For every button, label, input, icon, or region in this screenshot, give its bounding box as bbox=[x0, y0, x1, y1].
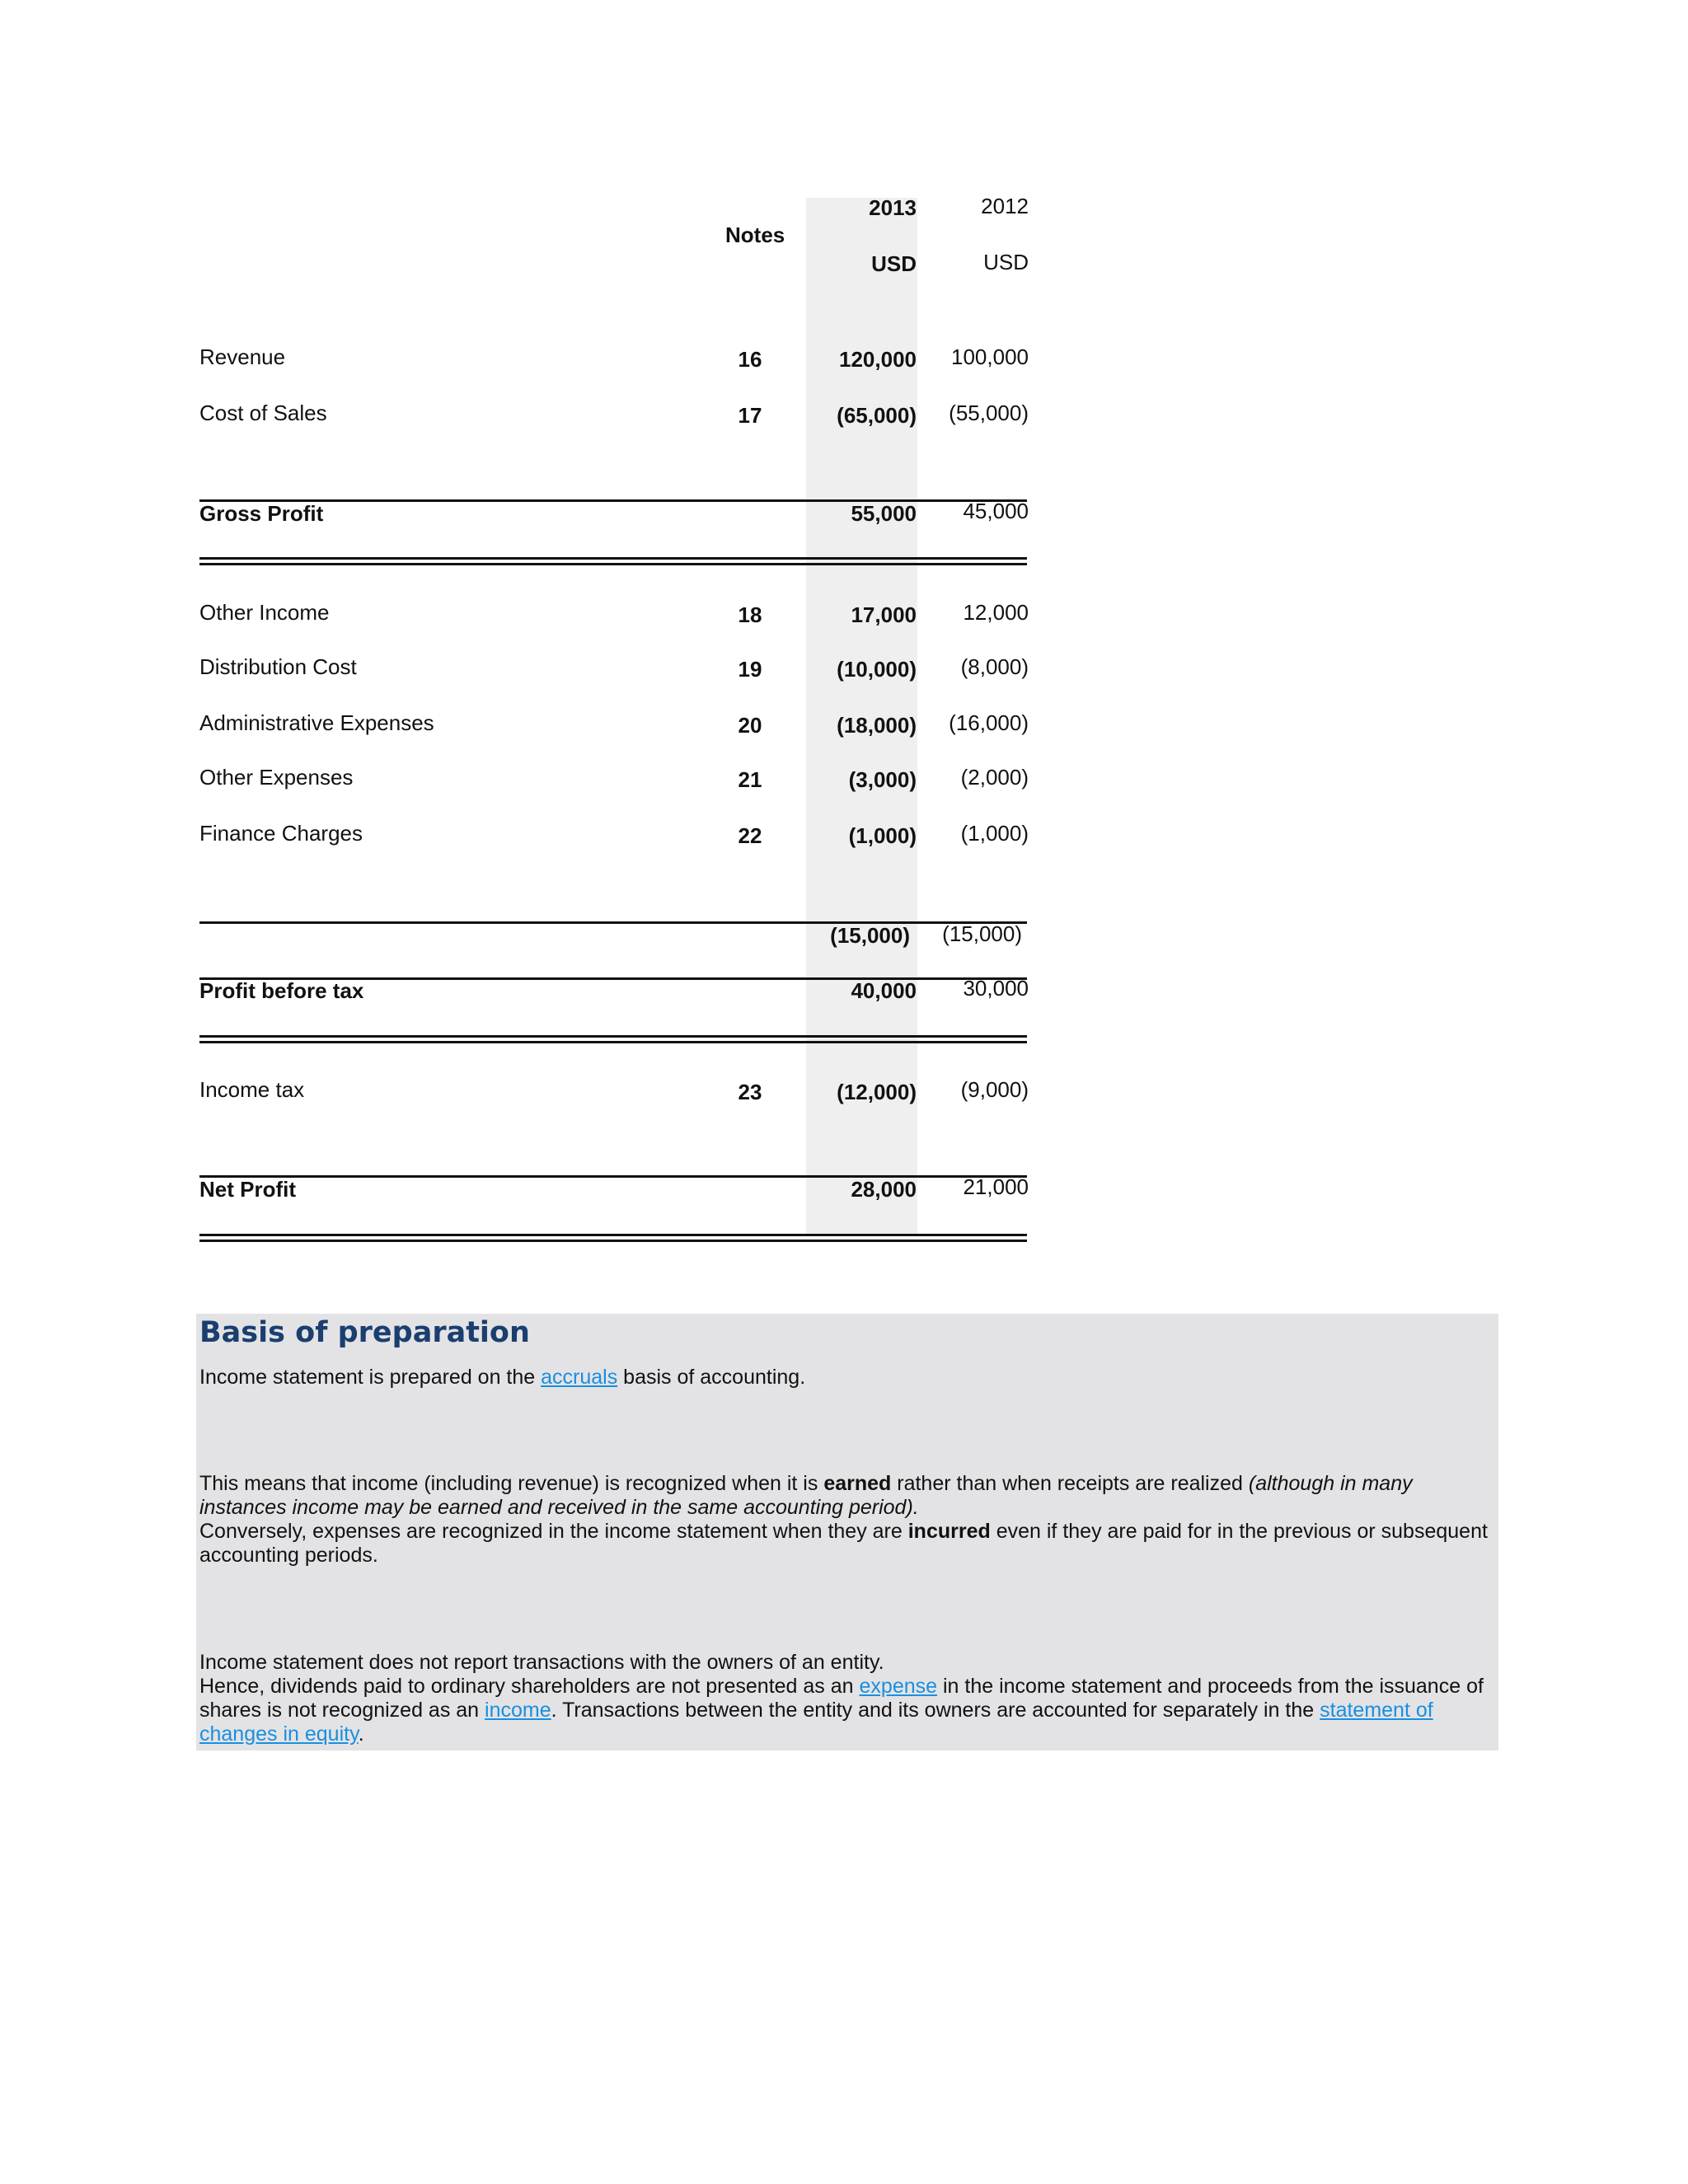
currency-2012-header: USD bbox=[983, 250, 1029, 274]
row-label-profit-before-tax: Profit before tax bbox=[199, 978, 364, 1003]
income-link[interactable]: income bbox=[485, 1699, 551, 1722]
row-2012-profit-before-tax: 30,000 bbox=[963, 976, 1029, 1001]
row-label-cost-of-sales: Cost of Sales bbox=[199, 401, 327, 425]
row-2013-cost-of-sales: (65,000) bbox=[837, 403, 917, 428]
basis-p3-text-c: in the income statement and proceeds from the issuance of shares is not recognized as an bbox=[199, 1675, 1484, 1722]
double-rule-net-profit bbox=[199, 1234, 1027, 1242]
row-label-net-profit: Net Profit bbox=[199, 1177, 296, 1202]
row-2012-finance-charges: (1,000) bbox=[960, 821, 1029, 846]
row-2013-distribution-cost: (10,000) bbox=[837, 657, 917, 682]
row-2012-subtotal: (15,000) bbox=[942, 921, 1022, 946]
basis-p3-text-a: Income statement does not report transactions with the owners of an entity. bbox=[199, 1651, 884, 1674]
row-2013-subtotal: (15,000) bbox=[830, 923, 910, 948]
year-2013-header: 2013 bbox=[869, 195, 917, 220]
basis-p2-italic: (although in many instances income may be earned and received in the same accounting period). bbox=[199, 1472, 1413, 1519]
row-2013-income-tax: (12,000) bbox=[837, 1080, 917, 1104]
row-2013-finance-charges: (1,000) bbox=[848, 823, 917, 848]
row-2013-other-income: 17,000 bbox=[851, 602, 917, 627]
basis-paragraph-recognition bbox=[199, 1472, 1502, 1568]
row-2013-revenue: 120,000 bbox=[839, 347, 917, 372]
basis-paragraph-owners bbox=[199, 1651, 1502, 1746]
row-2012-other-income: 12,000 bbox=[963, 600, 1029, 625]
row-note-other-income: 18 bbox=[738, 602, 762, 627]
row-2013-other-expenses: (3,000) bbox=[848, 767, 917, 792]
row-label-gross-profit: Gross Profit bbox=[199, 501, 324, 526]
row-2012-revenue: 100,000 bbox=[951, 344, 1029, 369]
basis-p3-text-e: . bbox=[358, 1722, 364, 1746]
row-2012-administrative-expenses: (16,000) bbox=[949, 710, 1029, 735]
basis-p2-text-b: rather than when receipts are realized bbox=[891, 1472, 1249, 1495]
basis-p1-text-before: Income statement is prepared on the bbox=[199, 1366, 542, 1389]
basis-p2-text-a: This means that income (including revenue) is recognized when it is bbox=[199, 1472, 824, 1495]
basis-p1-text-after: basis of accounting. bbox=[617, 1366, 806, 1389]
double-rule-gross-profit bbox=[199, 557, 1027, 565]
row-label-administrative-expenses: Administrative Expenses bbox=[199, 710, 434, 735]
row-label-revenue: Revenue bbox=[199, 344, 286, 369]
row-2012-net-profit: 21,000 bbox=[963, 1174, 1029, 1199]
row-label-other-expenses: Other Expenses bbox=[199, 765, 354, 790]
row-label-finance-charges: Finance Charges bbox=[199, 821, 363, 846]
row-note-administrative-expenses: 20 bbox=[738, 713, 762, 738]
row-label-other-income: Other Income bbox=[199, 600, 330, 625]
row-2012-distribution-cost: (8,000) bbox=[960, 654, 1029, 679]
basis-paragraph-accruals bbox=[199, 1366, 1502, 1390]
row-note-distribution-cost: 19 bbox=[738, 657, 762, 682]
basis-of-preparation-title: Basis of preparation bbox=[199, 1316, 530, 1349]
notes-header: Notes bbox=[725, 223, 785, 247]
row-2012-income-tax: (9,000) bbox=[960, 1077, 1029, 1102]
row-label-distribution-cost: Distribution Cost bbox=[199, 654, 357, 679]
statement-of-changes-in-equity-link[interactable]: statement of changes in equity bbox=[199, 1699, 1433, 1746]
row-note-cost-of-sales: 17 bbox=[738, 403, 762, 428]
year-2012-header: 2012 bbox=[981, 194, 1029, 218]
row-2013-net-profit: 28,000 bbox=[851, 1177, 917, 1202]
row-2013-profit-before-tax: 40,000 bbox=[851, 978, 917, 1003]
basis-p2-earned: earned bbox=[823, 1472, 892, 1495]
currency-2013-header: USD bbox=[871, 251, 917, 276]
basis-p2-incurred: incurred bbox=[907, 1520, 991, 1543]
row-note-revenue: 16 bbox=[738, 347, 762, 372]
basis-p3-text-b: Hence, dividends paid to ordinary shareholders are not presented as an bbox=[199, 1675, 860, 1698]
row-note-finance-charges: 22 bbox=[738, 823, 762, 848]
basis-p2-text-d: even if they are paid for in the previous or subsequent accounting periods. bbox=[199, 1520, 1488, 1567]
basis-p2-text-c: Conversely, expenses are recognized in the income statement when they are bbox=[199, 1520, 908, 1543]
row-note-income-tax: 23 bbox=[738, 1080, 762, 1104]
basis-p3-text-d: . Transactions between the entity and its owners are accounted for separately in the bbox=[551, 1699, 1320, 1722]
row-2012-gross-profit: 45,000 bbox=[963, 499, 1029, 523]
row-2013-gross-profit: 55,000 bbox=[851, 501, 917, 526]
row-2013-administrative-expenses: (18,000) bbox=[837, 713, 917, 738]
double-rule-profit-before-tax bbox=[199, 1035, 1027, 1043]
accruals-link[interactable]: accruals bbox=[541, 1366, 618, 1389]
row-2012-cost-of-sales: (55,000) bbox=[949, 401, 1029, 425]
row-2012-other-expenses: (2,000) bbox=[960, 765, 1029, 790]
row-label-income-tax: Income tax bbox=[199, 1077, 305, 1102]
expense-link[interactable]: expense bbox=[859, 1675, 938, 1698]
row-note-other-expenses: 21 bbox=[738, 767, 762, 792]
